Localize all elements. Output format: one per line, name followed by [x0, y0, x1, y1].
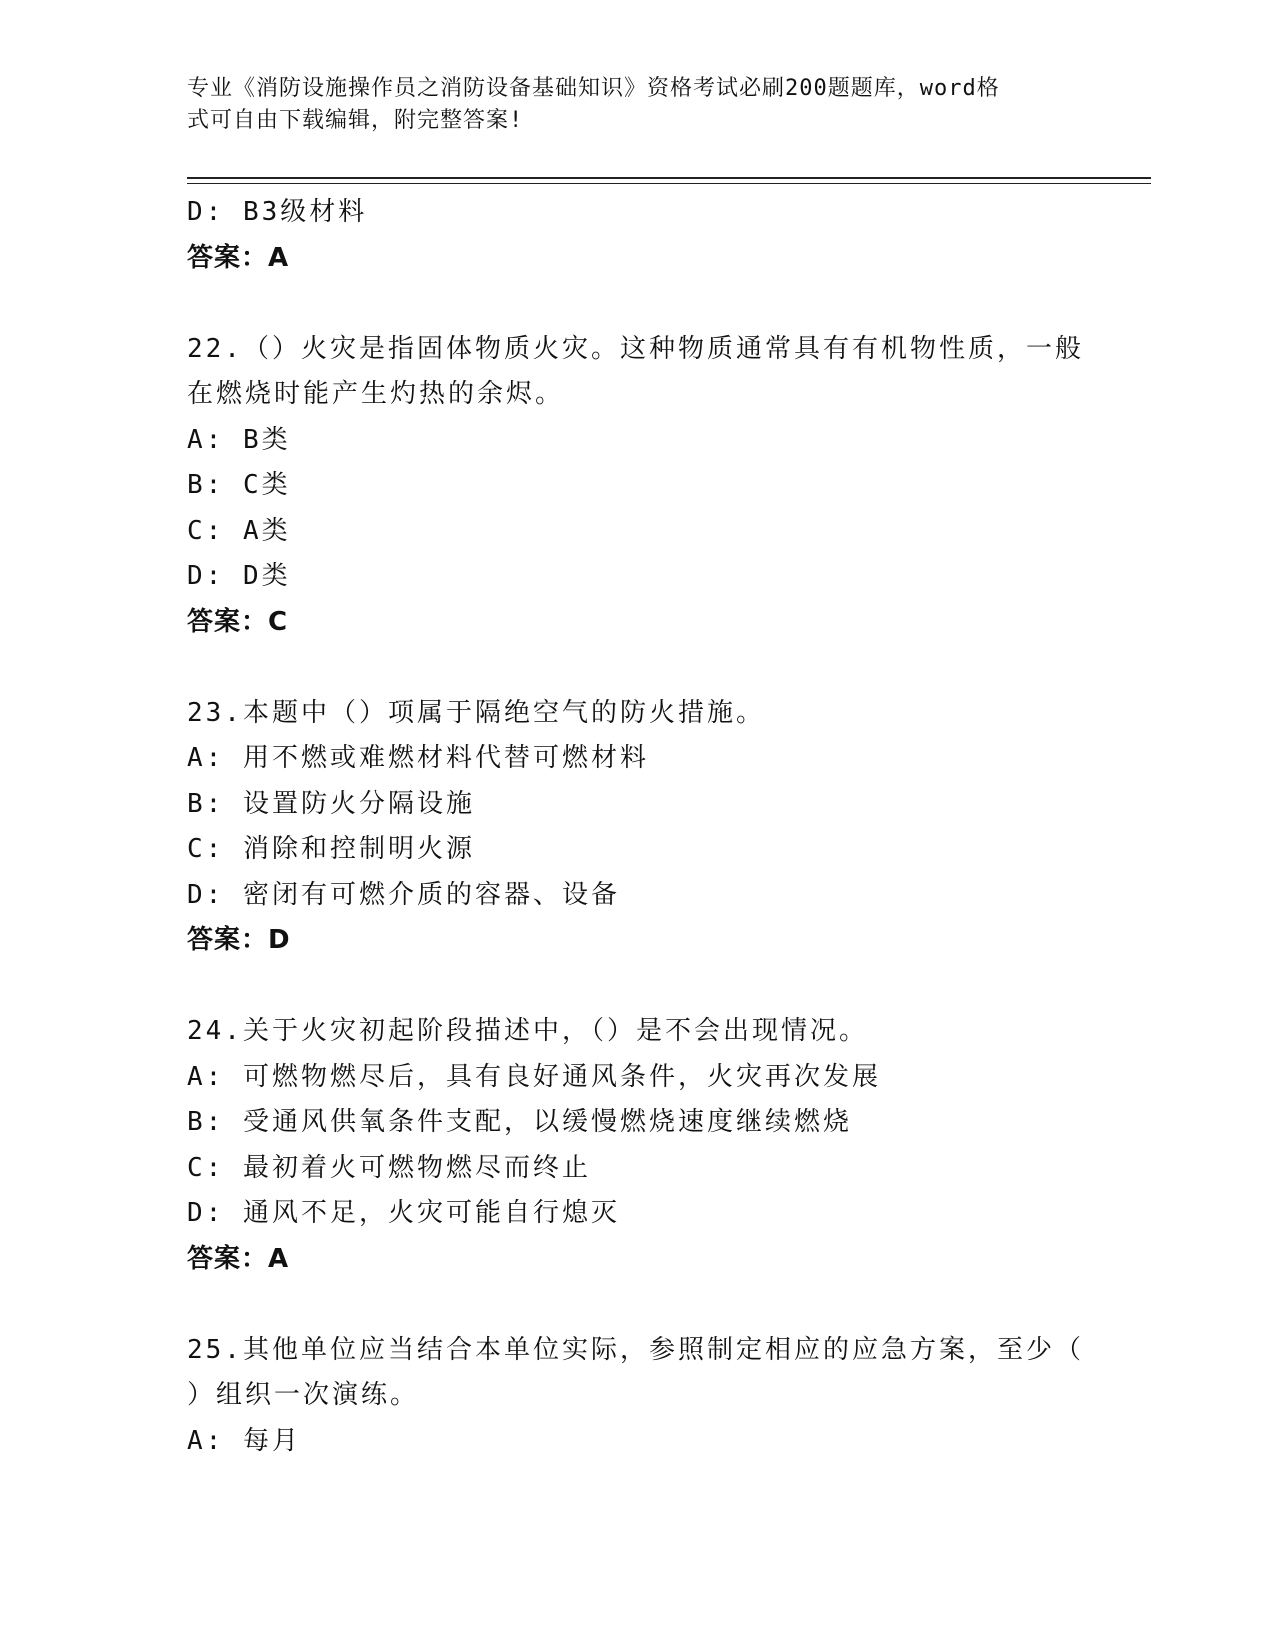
- question-22: [187, 327, 1087, 646]
- option-a: A: 每月: [187, 1425, 301, 1456]
- question-24: [187, 1009, 1087, 1282]
- option-c: C: 最初着火可燃物燃尽而终止: [187, 1152, 591, 1183]
- option-a: A: 用不燃或难燃材料代替可燃材料: [187, 743, 649, 773]
- question-text: 24.关于火灾初起阶段描述中，（）是不会出现情况。: [187, 1016, 868, 1046]
- option-c: C: 消除和控制明火源: [187, 834, 475, 864]
- option-b: B: 设置防火分隔设施: [187, 788, 475, 819]
- option-b: B: C类: [187, 470, 291, 500]
- question-list: [187, 190, 1087, 1464]
- spacer: [187, 645, 1087, 691]
- question-23: [187, 691, 1087, 964]
- answer: 答案：D: [187, 925, 291, 955]
- question-text: 在燃烧时能产生灼热的余烬。: [187, 379, 565, 409]
- question-text: 25.其他单位应当结合本单位实际，参照制定相应的应急方案，至少（: [187, 1334, 1084, 1365]
- prev-option-d: D: B3级材料: [187, 197, 368, 227]
- question-text: 23.本题中（）项属于隔绝空气的防火措施。: [187, 697, 765, 728]
- option-c: C: A类: [187, 515, 291, 546]
- answer: 答案：C: [187, 606, 289, 637]
- prev-answer: 答案：A: [187, 242, 290, 273]
- header-line-2: 式可自由下载编辑，附完整答案!: [187, 108, 524, 133]
- header-rule-thin: [187, 183, 1151, 184]
- option-d: D: 密闭有可燃介质的容器、设备: [187, 879, 620, 910]
- spacer: [187, 281, 1087, 327]
- question-25: [187, 1328, 1087, 1465]
- answer: 答案：A: [187, 1243, 290, 1274]
- header-rule-thick: [187, 177, 1151, 179]
- option-d: D: 通风不足，火灾可能自行熄灭: [187, 1198, 620, 1228]
- question-text: ）组织一次演练。: [187, 1380, 420, 1410]
- spacer: [187, 964, 1087, 1010]
- option-b: B: 受通风供氧条件支配，以缓慢燃烧速度继续燃烧: [187, 1107, 852, 1137]
- spacer: [187, 1282, 1087, 1328]
- option-a: A: B类: [187, 424, 291, 455]
- page-header: [187, 73, 1067, 137]
- header-line-1: 专业《消防设施操作员之消防设备基础知识》资格考试必刷200题题库，word格: [187, 76, 1000, 101]
- question-text: 22.（）火灾是指固体物质火灾。这种物质通常具有有机物性质，一般: [187, 333, 1084, 364]
- option-d: D: D类: [187, 561, 291, 591]
- option-a: A: 可燃物燃尽后，具有良好通风条件，火灾再次发展: [187, 1061, 881, 1092]
